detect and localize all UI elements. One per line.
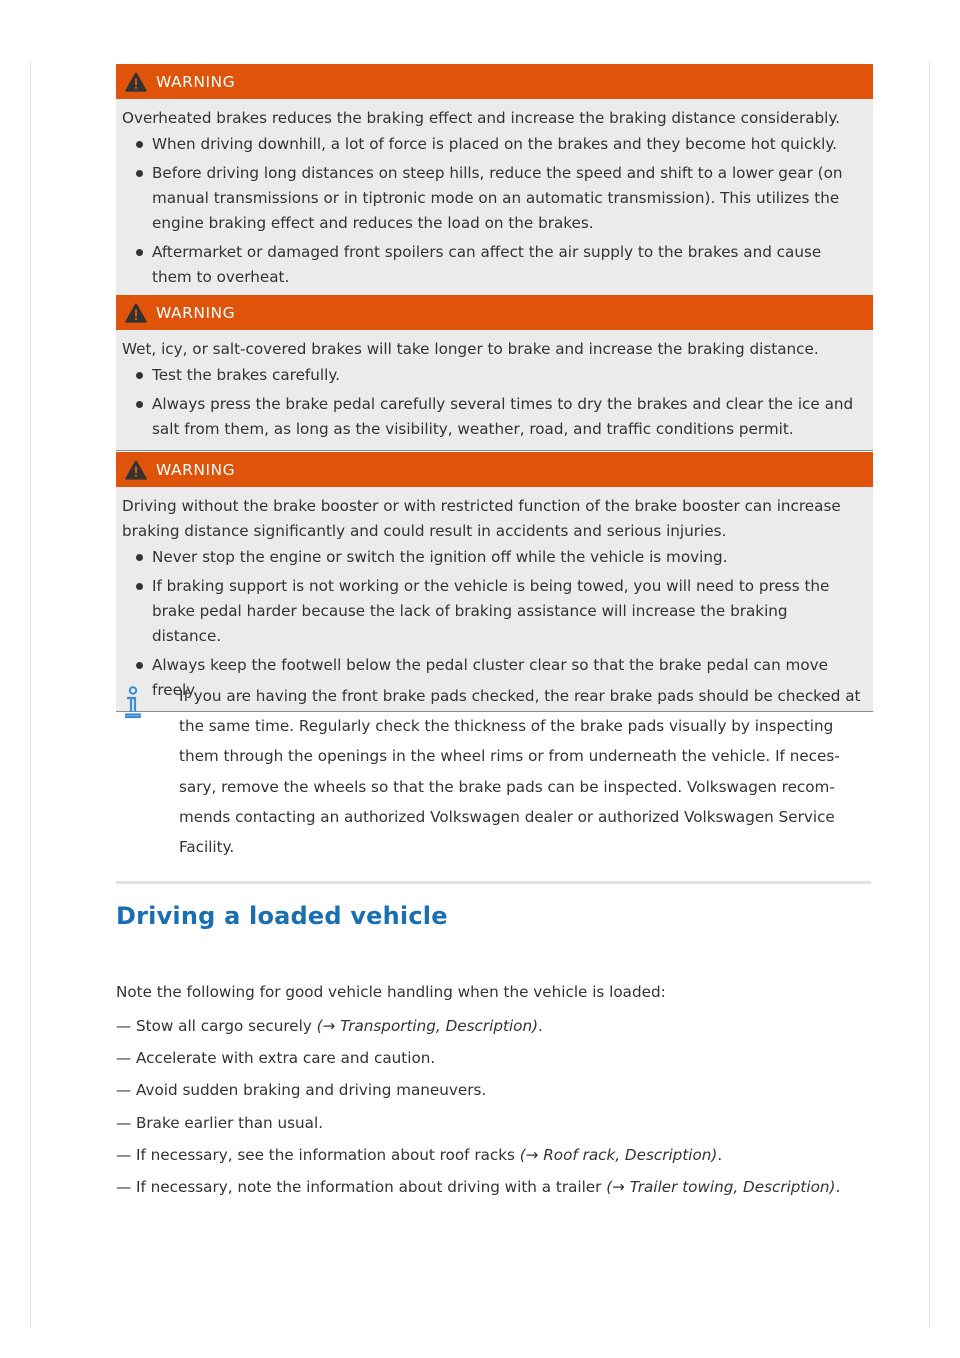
warning-box-brake-booster xyxy=(116,452,873,712)
item-text: — Avoid sudden braking and driving maneuvers. xyxy=(116,1081,487,1100)
warning-triangle-icon xyxy=(125,72,147,92)
item-punct: . xyxy=(538,1017,543,1035)
warning-intro: Driving without the brake booster or with restricted function of the brake booster can increase braking distance significantly and could result in accidents and serious injuries. xyxy=(122,497,841,540)
list-item xyxy=(116,1177,840,1209)
warning-bullet: Always keep the footwell below the pedal cluster clear so that the brake pedal can move freely. xyxy=(128,653,859,703)
warning-body xyxy=(116,487,873,711)
warning-bullet: Never stop the engine or switch the ignition off while the vehicle is moving. xyxy=(128,545,859,570)
warning-bullet: Test the brakes carefully. xyxy=(128,363,859,388)
section-divider xyxy=(116,881,871,884)
item-text: — Brake earlier than usual. xyxy=(116,1113,324,1132)
info-icon xyxy=(120,686,146,720)
warning-header xyxy=(116,64,873,99)
item-text: — Accelerate with extra care and caution. xyxy=(116,1049,436,1068)
warning-bullet: Before driving long distances on steep hills, reduce the speed and shift to a lower gear (on manual transmissions or in tiptronic mode on an automatic transmission). This utilizes the engine braking effect and reduces the load on the brakes. xyxy=(128,161,859,236)
list-item xyxy=(116,1113,840,1145)
warning-header xyxy=(116,295,873,330)
section-title: Driving a loaded vehicle xyxy=(116,902,448,930)
item-text: — Stow all cargo securely xyxy=(116,1017,317,1035)
item-text: — If necessary, see the information about roof racks xyxy=(116,1145,520,1164)
cross-reference-link[interactable]: (→ Roof rack, Description) xyxy=(519,1145,718,1164)
warning-bullet: When driving downhill, a lot of force is placed on the brakes and they become hot quickly. xyxy=(128,132,859,157)
warning-bullet: If braking support is not working or the vehicle is being towed, you will need to press the brake pedal harder because the lack of braking assistance will increase the braking distance. xyxy=(128,574,859,649)
warning-body xyxy=(116,99,873,298)
warning-label: WARNING xyxy=(156,72,236,91)
warning-label: WARNING xyxy=(156,460,236,479)
left-page-rule xyxy=(30,62,31,1328)
list-item xyxy=(116,1080,840,1112)
list-item xyxy=(116,1048,840,1080)
warning-triangle-icon xyxy=(125,303,147,323)
section-intro: Note the following for good vehicle handling when the vehicle is loaded: xyxy=(116,983,666,1001)
warning-bullet: Aftermarket or damaged front spoilers can affect the air supply to the brakes and cause them to overheat. xyxy=(128,240,859,290)
item-punct: . xyxy=(835,1177,841,1196)
warning-header xyxy=(116,452,873,487)
list-item xyxy=(116,1145,840,1177)
cross-reference-link[interactable]: (→ Trailer towing, Description) xyxy=(606,1177,836,1196)
instruction-list xyxy=(116,1016,840,1209)
info-note xyxy=(116,681,873,862)
item-text: — If necessary, note the information about driving with a trailer xyxy=(116,1177,607,1196)
warning-bullet: Always press the brake pedal carefully several times to dry the brakes and clear the ice and salt from them, as long as the visibility, weather, road, and traffic conditions permit. xyxy=(128,392,859,442)
warning-label: WARNING xyxy=(156,303,236,322)
warning-triangle-icon xyxy=(125,460,147,480)
list-item xyxy=(116,1016,840,1048)
warning-box-overheated-brakes xyxy=(116,64,873,299)
warning-box-wet-brakes xyxy=(116,295,873,451)
cross-reference-link[interactable]: (→ Transporting, Description) xyxy=(316,1017,539,1035)
right-page-rule xyxy=(929,62,930,1328)
item-punct: . xyxy=(717,1145,723,1164)
note-text: If you are having the front brake pads checked, the rear brake pads should be checked at the same time. Regularly check the thickness of the brake pads visually by inspecting them through the openings in the wheel rims or from underneath the vehicle. If neces-sary, remove the wheels so that the brake pads can be inspected. Volkswagen recom-mends contacting an authorized Volkswagen dealer or authorized Volkswagen Service Facility. xyxy=(179,687,861,857)
warning-body xyxy=(116,330,873,450)
warning-intro: Overheated brakes reduces the braking effect and increase the braking distance considerably. xyxy=(122,109,841,127)
warning-intro: Wet, icy, or salt-covered brakes will take longer to brake and increase the braking distance. xyxy=(122,340,819,358)
